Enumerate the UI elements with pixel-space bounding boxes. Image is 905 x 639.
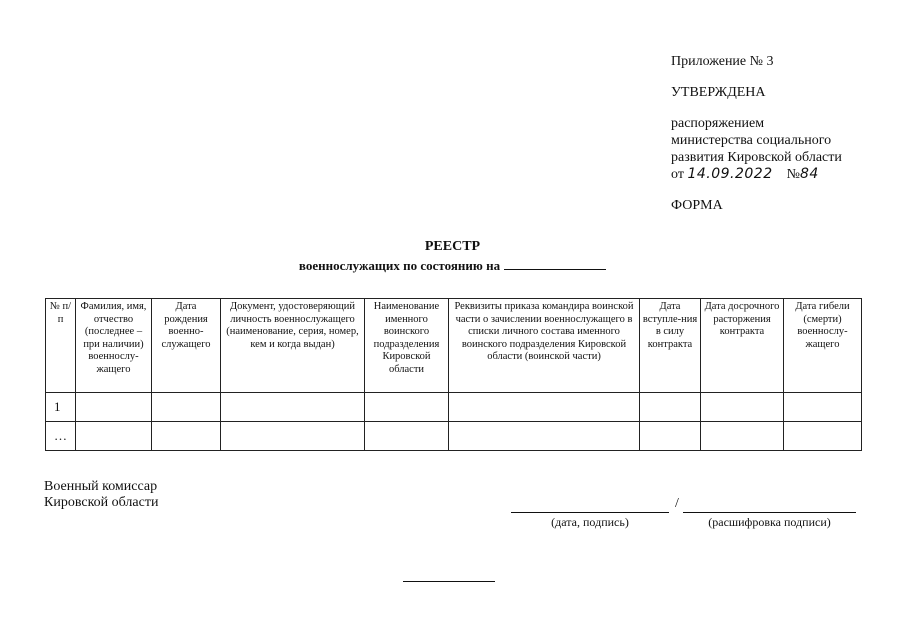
subtitle-text: военнослужащих по состоянию на bbox=[298, 258, 501, 273]
table-cell bbox=[784, 393, 862, 422]
header-death-date: Дата гибели (смерти) военнослу-жащего bbox=[784, 299, 862, 393]
signer-block bbox=[44, 479, 158, 511]
table-row bbox=[46, 393, 862, 422]
approval-line-2: министерства социального bbox=[671, 133, 832, 148]
signature-slash: / bbox=[675, 496, 679, 511]
signer-line-2: Кировской области bbox=[44, 495, 159, 510]
header-contract-start: Дата вступле-ния в силу контракта bbox=[640, 299, 701, 393]
date-blank-line bbox=[504, 257, 606, 270]
from-label: от bbox=[671, 167, 684, 182]
handwritten-date: 14.09.2022 bbox=[687, 166, 773, 182]
approval-line-1: распоряжением bbox=[671, 116, 765, 131]
table-cell bbox=[152, 422, 221, 451]
header-id-document: Документ, удостоверяющий личность военнослужащего (наименование, серия, номер, кем и когда выдан) bbox=[221, 299, 365, 393]
caption-name-decoding: (расшифровка подписи) bbox=[708, 515, 831, 529]
table-cell bbox=[640, 393, 701, 422]
header-number: № п/п bbox=[46, 299, 76, 393]
header-full-name: Фамилия, имя, отчество (последнее – при наличии) военнослу-жащего bbox=[76, 299, 152, 393]
table-cell bbox=[640, 422, 701, 451]
signer-line-1: Военный комиссар bbox=[44, 479, 158, 494]
table-cell: 1 bbox=[46, 393, 76, 422]
document-title: РЕЕСТР bbox=[424, 239, 481, 254]
table-header-row bbox=[46, 299, 862, 393]
approval-line-3: развития Кировской области bbox=[671, 150, 842, 165]
approval-date-line bbox=[671, 166, 896, 183]
handwritten-number: 84 bbox=[799, 166, 819, 182]
header-order-details: Реквизиты приказа командира воинской части о зачислении военнослужащего в списки личного состава именного воинского подразделения Кировской области (воинской части) bbox=[449, 299, 640, 393]
table-cell bbox=[221, 393, 365, 422]
document-subtitle bbox=[0, 257, 905, 274]
table-cell: … bbox=[46, 422, 76, 451]
table-cell bbox=[449, 393, 640, 422]
number-label: № bbox=[786, 167, 800, 182]
header-contract-termination: Дата досрочного расторжения контракта bbox=[701, 299, 784, 393]
caption-date-signature: (дата, подпись) bbox=[551, 515, 629, 529]
approved-label: УТВЕРЖДЕНА bbox=[671, 85, 766, 100]
table-cell bbox=[365, 422, 449, 451]
table-cell bbox=[365, 393, 449, 422]
registry-table bbox=[45, 298, 862, 451]
appendix-label: Приложение № 3 bbox=[671, 54, 774, 69]
approval-block bbox=[671, 53, 896, 214]
table-cell bbox=[221, 422, 365, 451]
table-cell bbox=[449, 422, 640, 451]
table-cell bbox=[76, 422, 152, 451]
table-cell bbox=[784, 422, 862, 451]
table-cell bbox=[76, 393, 152, 422]
table-cell bbox=[152, 393, 221, 422]
signature-date-line bbox=[511, 512, 669, 513]
signature-name-line bbox=[683, 512, 856, 513]
table-cell bbox=[701, 393, 784, 422]
header-unit-name: Наименование именного воинского подразделения Кировской области bbox=[365, 299, 449, 393]
table-row bbox=[46, 422, 862, 451]
table-cell bbox=[701, 422, 784, 451]
form-label: ФОРМА bbox=[671, 198, 723, 213]
header-birth-date: Дата рождения военно-служащего bbox=[152, 299, 221, 393]
footer-line bbox=[403, 581, 495, 582]
